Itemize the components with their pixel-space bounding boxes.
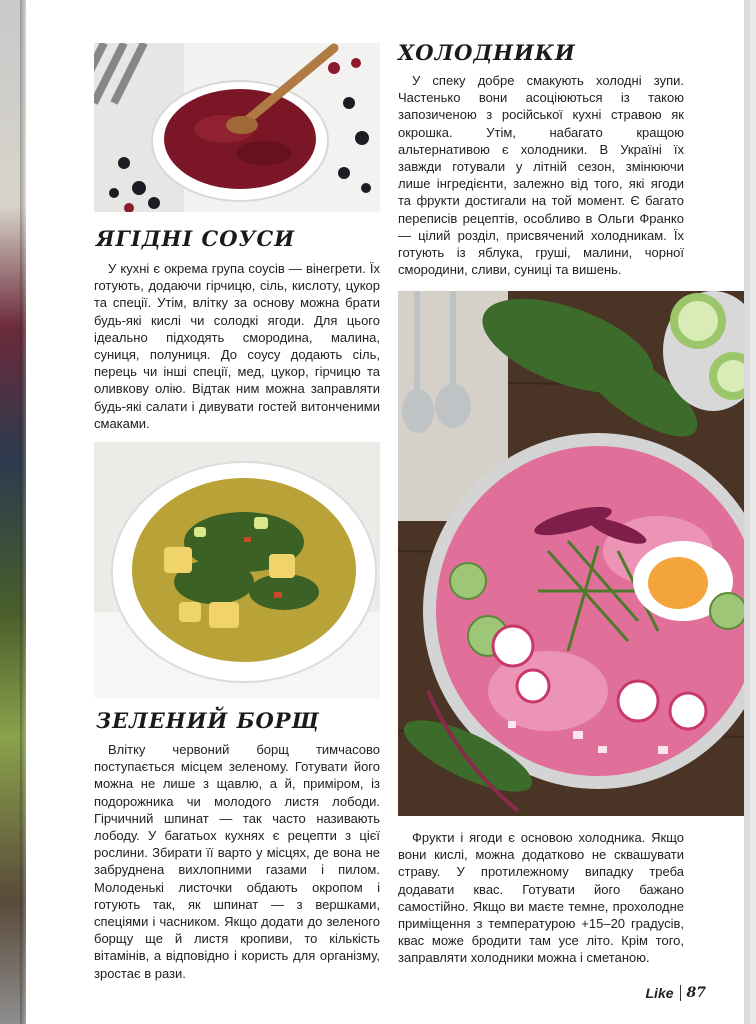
cold-beet-soup-photo bbox=[398, 291, 750, 816]
footer-divider bbox=[680, 985, 681, 1001]
page-number: 87 bbox=[686, 985, 706, 1001]
cold-soups-text: У спеку добре смакують холодні зупи. Частенько вони асоціюються із такою запозиченою з російської кухні стравою як окрошка. Утім, набагато кращою альтернативою є холодники. В Україні їх завжди готували у літній сезон, змінюючи лише інгредієнти, залежно від того, які ягоди та фрукти достигали на той момент. Є багато переписів рецептів, особливо в Ольги Франко — цілий розділ, присвячений холодникам. Їх готують із яблука, груші, малини, чорної смородини, сливи, суниці та вишень. bbox=[398, 73, 684, 278]
magazine-brand: Like bbox=[645, 985, 674, 1001]
berry-sauce-photo bbox=[94, 43, 380, 212]
page-spine-edge bbox=[0, 0, 26, 1024]
page-footer bbox=[646, 985, 707, 1001]
berry-sauces-text: У кухні є окрема група соусів — вінегрети. Їх готують, додаючи гірчицю, сіль, кислоту, цукор та спеції. Утім, влітку за основу можна брати будь-які кислі чи солодкі ягоди. Для цього ідеально підходять смородина, малина, суниця, полуниця. До соусу додають сіль, перець чи інші спеції, мед, цукор, гірчицю та оливкову олію. Відтак ним можна заправляти будь-які салати і дивувати гостей витонченими смаками. bbox=[94, 261, 380, 431]
berry-sauces-heading: ЯГІДНІ СОУСИ bbox=[96, 226, 296, 251]
cold-soups-text-continued: Фрукти і ягоди є основою холодника. Якщо вони кислі, можна додатково не сквашувати страву. У протилежному випадку треба додавати квас. Готувати його бажано самостійно. Якщо ви маєте темне, прохолодне приміщення з температурою +15–20 градусів, квас може бродити там усе літо. Крім того, заправляти холодники можна і сметаною. bbox=[398, 830, 684, 966]
cold-soups-heading: ХОЛОДНИКИ bbox=[398, 40, 576, 65]
green-borscht-photo bbox=[94, 442, 380, 698]
green-borscht-text: Влітку червоний борщ тимчасово поступається місцем зеленому. Готувати його можна не лише з щавлю, а й, приміром, із подорожника чи молодого листя лободи. Гірчичний шпинат — так часто називають лободу. У багатьох кухнях є рецепти з цієї рослини. Збирати її варто у місцях, де вона не забруднена вихлопними газами і пилом. Молоденькі листочки обдають окропом і готують так, як шпинат — з вершками, спеціями і часником. Якщо додати до зеленого борщу ще й листя кропиви, то кількість вітамінів, а відповідно і користь для організму, зростає в рази. bbox=[94, 742, 380, 981]
right-page-edge bbox=[744, 0, 750, 1024]
magazine-page bbox=[26, 0, 750, 1024]
green-borscht-heading: ЗЕЛЕНИЙ БОРЩ bbox=[96, 708, 320, 733]
